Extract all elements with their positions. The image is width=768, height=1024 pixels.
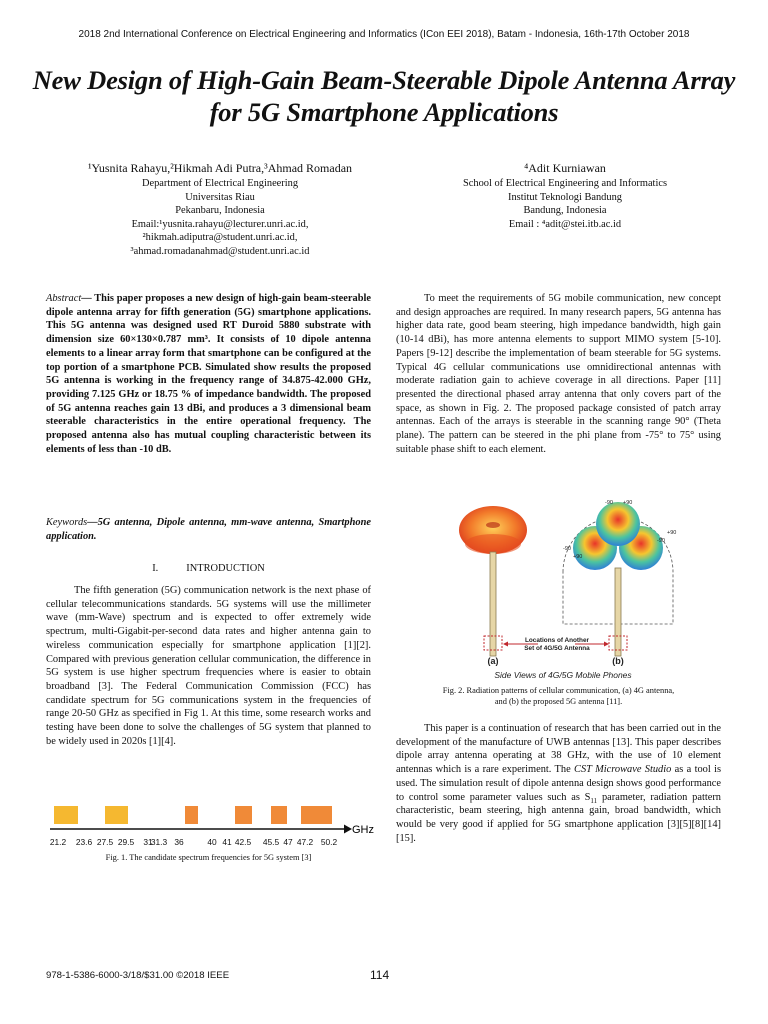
pattern-5g-beams xyxy=(573,502,663,570)
page-number: 114 xyxy=(370,968,390,982)
tick-label: 23.6 xyxy=(75,837,93,847)
pattern-4g-omni xyxy=(459,506,527,554)
figure-bottom-label: Side Views of 4G/5G Mobile Phones xyxy=(494,670,632,680)
tick-label: 29.5 xyxy=(117,837,135,847)
affiliation-line: Bandung, Indonesia xyxy=(523,205,607,217)
angle-label: +90 xyxy=(667,530,677,536)
affiliation-line: Department of Electrical Engineering xyxy=(141,178,299,189)
affiliation-line: School of Electrical Engineering and Informatics xyxy=(463,178,667,189)
spectrum-band xyxy=(235,806,252,824)
spectrum-band xyxy=(54,806,78,824)
abstract-label: Abstract xyxy=(46,293,82,304)
spectrum-band xyxy=(301,806,332,824)
section-title: INTRODUCTION xyxy=(186,563,265,574)
author-names-left: ¹Yusnita Rahayu,²Hikmah Adi Putra,³Ahmad Romadan xyxy=(87,161,353,175)
authors-left xyxy=(60,160,380,259)
keywords xyxy=(46,516,371,543)
authors-right xyxy=(410,160,720,231)
tick-label: 50.2 xyxy=(320,837,338,847)
angle-label: +90 xyxy=(623,500,633,506)
intro-paragraph-2: To meet the requirements of 5G mobile communication, new concept and design approaches are required. In many research papers, 5G antenna has higher data rate, good beam steering, high impedance bandwidth, high gain (10-14 dBi), has more antenna elements to support MIMO system [5-10]. Papers [9-12] describe the implementation of beam steerable for 5G systems. Typical 4G cellular communications use omnidirectional antennas with moderate radiation gain to achieve coverage in all directions. Paper [11] presented the directional phased array antenna that only covers part of the space, as shown in Fig. 2. The proposed package consisted of patch array antennas. Each of the arrays is steerable in the scanning range 90° (Theta plane). The pattern can be steered in the phi plane from -75° to 75° using suitable phase shift to each element. xyxy=(396,293,721,455)
caption-line: and (b) the proposed 5G antenna [11]. xyxy=(494,697,623,706)
author-names-right: ⁴Adit Kurniawan xyxy=(524,161,606,175)
phone-side-b xyxy=(615,568,621,656)
axis-unit-label: GHz xyxy=(352,824,374,836)
phone-side-a xyxy=(490,552,496,656)
spectrum-band xyxy=(271,806,287,824)
figure-2-caption xyxy=(396,685,721,707)
tick-label: 40 xyxy=(207,837,217,847)
keywords-label: Keywords xyxy=(46,517,88,528)
text-run: This paper is a continuation of research that has been carried out in the development of the manufacture of UWB antennas [13]. This paper describes dipole array antenna operating at 38 GHz, with the use of 10 element antennas which is a rare experiment. The xyxy=(396,723,721,776)
angle-label: -90 xyxy=(605,500,613,506)
spectrum-band xyxy=(105,806,128,824)
tick-label: 47 xyxy=(283,837,293,847)
angle-label: -90 xyxy=(657,538,665,544)
axis-arrow-icon xyxy=(344,825,352,834)
figure-2-radiation-patterns xyxy=(445,498,705,684)
email-line: ²hikmah.adiputra@student.unri.ac.id, xyxy=(142,232,298,244)
arrow-right-icon xyxy=(604,642,609,647)
angle-label: -90 xyxy=(563,546,571,552)
paper-title: New Design of High-Gain Beam-Steerable Dipole Antenna Array for 5G Smartphone Applications xyxy=(32,65,736,127)
subfigure-label-a: (a) xyxy=(487,656,499,666)
tick-label: 42.5 xyxy=(234,837,252,847)
arrow-left-icon xyxy=(503,642,508,647)
email-line: Email:¹yusnita.rahayu@lecturer.unri.ac.id, xyxy=(131,218,309,230)
conference-header: 2018 2nd International Conference on Electrical Engineering and Informatics (ICon EEI 2018), Batam - Indonesia, 16th-17th October 2018 xyxy=(78,29,690,40)
intro-paragraph-1: The fifth generation (5G) communication network is the next phase of cellular telecommunications standards. 5G systems will use the millimeter wave (mm-Wave) spectrum and is expected to offer extremely wide spectrum, multi-Gigabit-per-second data rates and higher antenna gain to wireless communication especially for smartphone application [1][2]. Compared with previous generation cellular communication, the difference in 5G system is use higher spectrum frequencies where is easier to obtain broadband [3]. The Federal Communication Commission (FCC) has candidate spectrum for 5G communications system in the frequencies of range 20-50 GHz as specified in Fig 1. At this time, some research works and testing have been done to solve the challenges of 5G system that planned to be widely used in 2020s [1][4]. xyxy=(46,585,371,747)
tick-label: 41 xyxy=(222,837,232,847)
annotation-text: Set of 4G/5G Antenna xyxy=(524,645,590,652)
subfigure-label-b: (b) xyxy=(612,656,624,666)
keywords-text: —5G antenna, Dipole antenna, mm-wave antenna, Smartphone application. xyxy=(46,517,371,542)
email-line: ³ahmad.romadanahmad@student.unri.ac.id xyxy=(130,245,310,257)
affiliation-line: Universitas Riau xyxy=(185,191,255,203)
abstract-text: — This paper proposes a new design of high-gain beam-steerable dipole antenna array for fifth generation (5G) smartphone applications. This 5G antenna was designed used RT Duroid 5880 substrate with dimension size 60×130×0.787 mm³. It consists of 10 dipole antenna elements to a linear array form that smartphone can be configured at the top portion of a smartphone PCB. Simulated show results the proposed 5G antenna is working in the frequency range of 34.875-42.000 GHz, providing 7.125 GHz or 18.75 % of impedance bandwidth. The proposed of 5G antenna reaches gain 13 dBi, and produces a 3 dimensional beam steerable characteristics in the entire operational frequency. The proposed antenna also has mutual coupling characteristic between its elements of less than -10 dB. xyxy=(46,293,371,455)
section-heading xyxy=(46,563,371,574)
figure-1-caption: Fig. 1. The candidate spectrum frequencies for 5G system [3] xyxy=(105,853,312,862)
affiliation-line: Pekanbaru, Indonesia xyxy=(175,205,265,217)
tick-label: 21.2 xyxy=(49,837,67,847)
abstract xyxy=(46,292,371,456)
email-line: Email : ⁴adit@stei.itb.ac.id xyxy=(508,218,622,230)
tick-label: 27.5 xyxy=(96,837,114,847)
subscript: 11 xyxy=(590,796,598,805)
tick-label: 36 xyxy=(174,837,184,847)
tick-label: 45.5 xyxy=(262,837,280,847)
software-name: CST Microwave Studio xyxy=(574,764,672,776)
figure-1-spectrum xyxy=(46,796,376,852)
affiliation-line: Institut Teknologi Bandung xyxy=(508,191,622,203)
tick-label: 31.3 xyxy=(150,837,168,847)
text-run: parameter, radiation pattern characteristic, beam steering, high antenna gain, broad bandwidth, which would be very good if applied for 5G smartphone application [3][5][8][14][15]. xyxy=(396,791,721,844)
tick-label: 47.2 xyxy=(296,837,314,847)
intro-paragraph-3 xyxy=(396,722,721,845)
angle-label: +90 xyxy=(573,554,583,560)
caption-line: Fig. 2. Radiation patterns of cellular communication, (a) 4G antenna, xyxy=(442,686,675,695)
copyright-footer: 978-1-5386-6000-3/18/$31.00 ©2018 IEEE xyxy=(46,970,230,981)
tick-label: 31 xyxy=(143,837,153,847)
annotation-text: Locations of Another xyxy=(524,637,590,644)
section-number: I. xyxy=(152,563,159,574)
spectrum-band xyxy=(185,806,198,824)
text-run: as a tool is used. The simulation result of dipole antenna design shows good performance to control some parameter values such as S xyxy=(396,764,721,803)
